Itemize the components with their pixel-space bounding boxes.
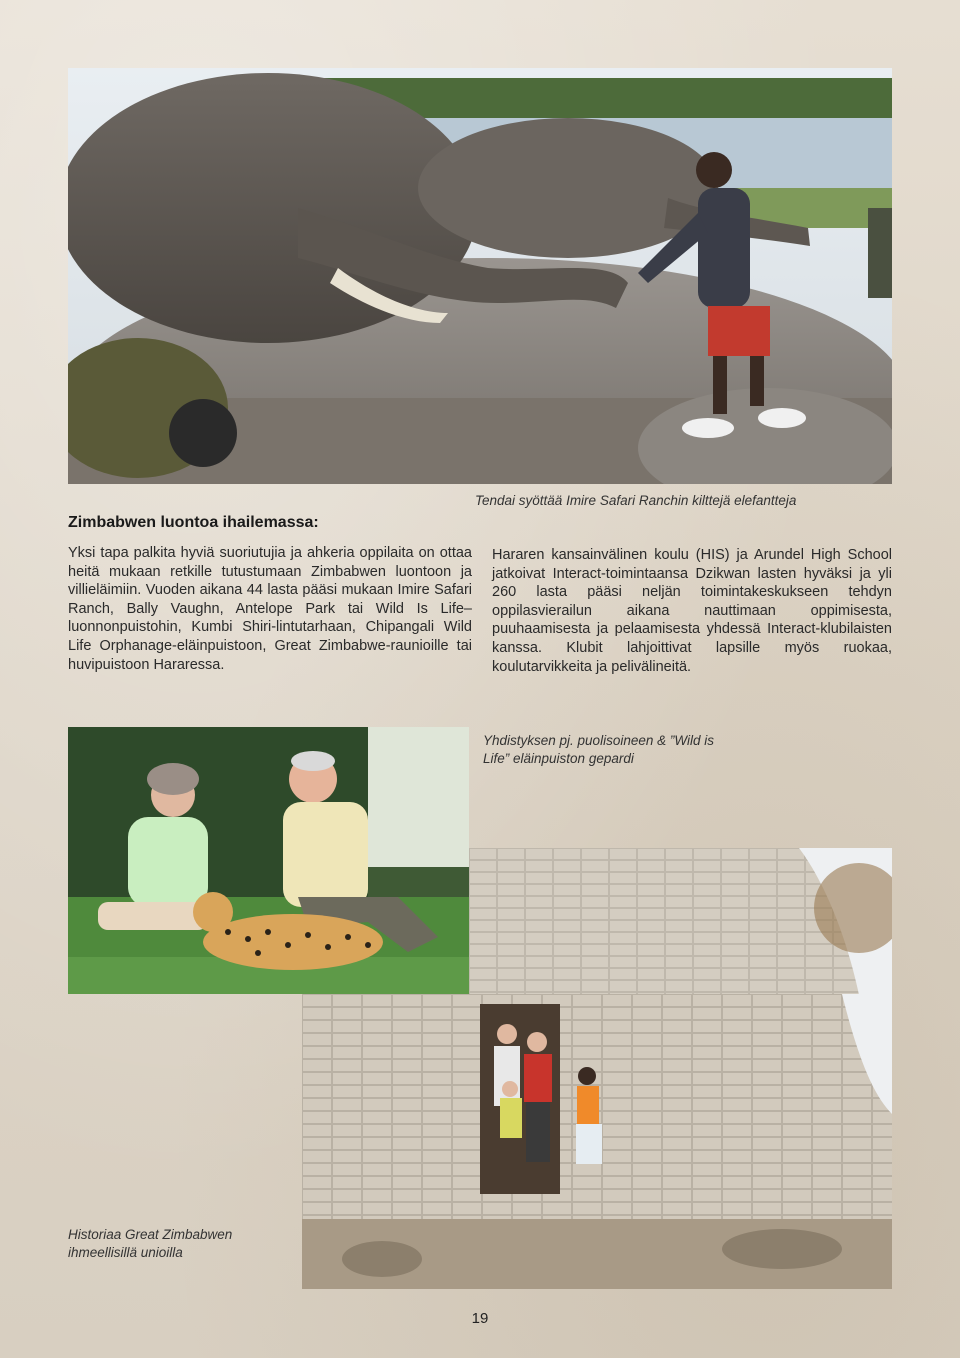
- ruins-photo: [302, 994, 892, 1289]
- elephants-photo: [68, 68, 892, 484]
- page-number: 19: [471, 1310, 489, 1327]
- article-paragraph-left: Yksi tapa palkita hyviä suoriutujia ja ahkeria oppilaita on ottaa heitä mukaan retkille tutustumaan Zimbabwen luontoon ja villieläimiin. Vuoden aikana 44 lasta pääsi mukaan Imire Safari Ranch, Bally Vaughn, Antelope Park tai Wild Is Life–luonnonpuistohin, Kumbi Shiri-lintutarhaan, Chipangali Wild Life Orphanage-eläinpuistoon, Great Zimbabwe-raunioille tai huvipuistoon Hararessa.: [68, 545, 472, 673]
- ruins-photo-upper: [469, 848, 892, 995]
- article-paragraph-right: Hararen kansainvälinen koulu (HIS) ja Arundel High School jatkoivat Interact-toimintaansa Dzikwan lasten hyväksi ja yli 260 lasta pääsi neljän toimintakeskukseen tehdyn oppilasvierailun aikana nauttimaan oppimisesta, puuhaamisesta ja pelaamisesta yhdessä Interact-klubilaisten kanssa. Klubit lahjoittivat lapsille myös ruokaa, koulutarvikkeita ja pelivälineitä.: [492, 547, 892, 675]
- article-heading: Zimbabwen luontoa ihailemassa:: [68, 514, 319, 531]
- cheetah-photo: [68, 727, 469, 994]
- cheetah-photo-caption: Yhdistyksen pj. puolisoineen & ”Wild is Life” eläinpuiston gepardi: [483, 733, 714, 766]
- ruins-photo-caption: Historiaa Great Zimbabwen ihmeellisillä unioilla: [68, 1227, 233, 1260]
- elephants-photo-caption: Tendai syöttää Imire Safari Ranchin kilttejä elefantteja: [475, 493, 797, 508]
